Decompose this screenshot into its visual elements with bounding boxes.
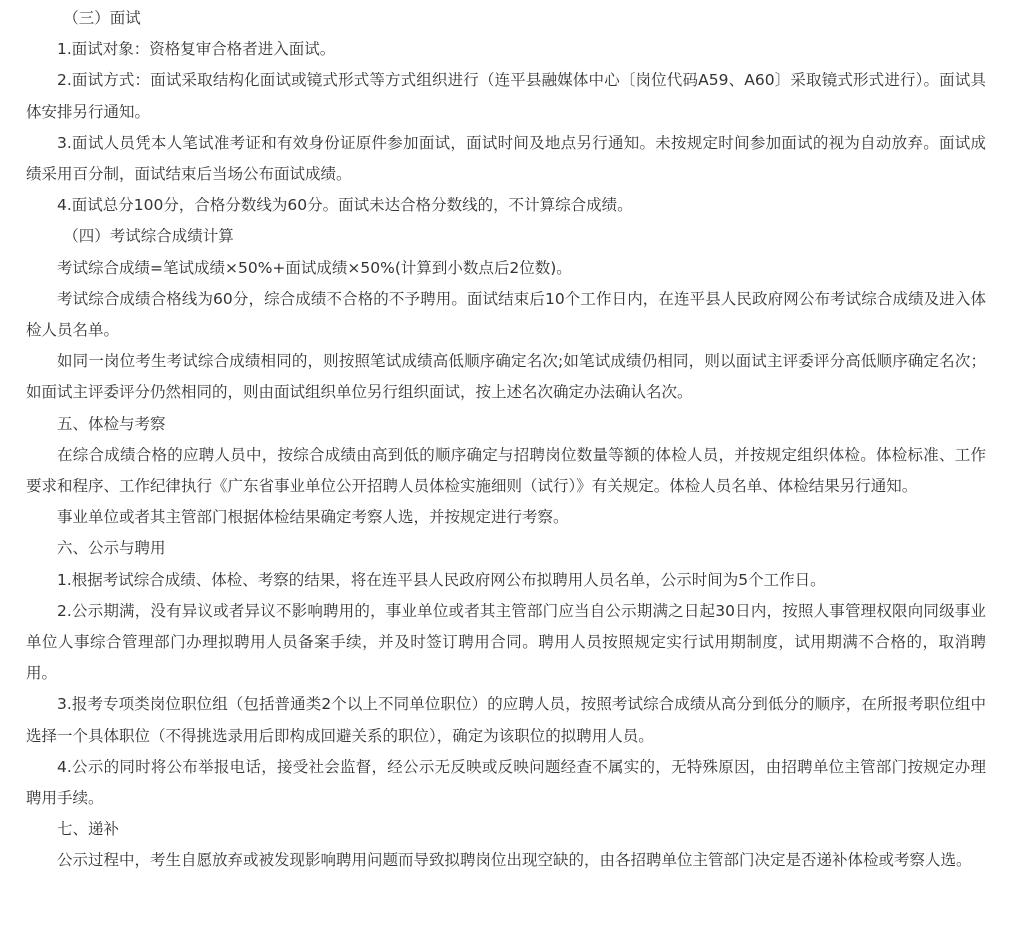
publicity-paragraph-4: 4.公示的同时将公布举报电话，接受社会监督，经公示无反映或反映问题经查不属实的，无特殊原因，由招聘单位主管部门按规定办理聘用手续。 xyxy=(26,757,986,808)
section-heading-replacement: 七、递补 xyxy=(57,820,120,839)
score-formula-paragraph: 考试综合成绩=笔试成绩×50%+面试成绩×50%(计算到小数点后2位数)。 xyxy=(57,258,572,277)
publicity-paragraph-3: 3.报考专项类岗位职位组（包括普通类2个以上不同单位职位）的应聘人员，按照考试综合成绩从高分到低分的顺序，在所报考职位组中选择一个具体职位（不得挑选录用后即构成回避关系的职位），确定为该职位的拟聘用人员。 xyxy=(26,695,986,745)
section-heading-score-calculation: （四）考试综合成绩计算 xyxy=(63,227,234,246)
section-heading-physical-exam: 五、体检与考察 xyxy=(57,414,166,433)
interview-target-paragraph: 1.面试对象：资格复审合格者进入面试。 xyxy=(57,40,336,59)
publicity-paragraph-1: 1.根据考试综合成绩、体检、考察的结果，将在连平县人民政府网公布拟聘用人员名单，公示时间为5个工作日。 xyxy=(57,570,826,589)
publicity-paragraph-2: 2.公示期满，没有异议或者异议不影响聘用的，事业单位或者其主管部门应当自公示期满之日起30日内，按照人事管理权限向同级事业单位人事综合管理部门办理拟聘用人员备案手续，并及时签订聘用合同。聘用人员按照规定实行试用期制度，试用期满不合格的，取消聘用。 xyxy=(26,601,986,683)
interview-method-paragraph: 2.面试方式：面试采取结构化面试或镜式形式等方式组织进行（连平县融媒体中心〔岗位代码A59、A60〕采取镜式形式进行）。面试具体安排另行通知。 xyxy=(26,71,986,121)
tie-break-paragraph: 如同一岗位考生考试综合成绩相同的，则按照笔试成绩高低顺序确定名次;如笔试成绩仍相同，则以面试主评委评分高低顺序确定名次；如面试主评委评分仍然相同的，则由面试组织单位另行组织面试，按上述名次确定办法确认名次。 xyxy=(26,352,986,402)
interview-personnel-paragraph: 3.面试人员凭本人笔试准考证和有效身份证原件参加面试，面试时间及地点另行通知。未按规定时间参加面试的视为自动放弃。面试成绩采用百分制，面试结束后当场公布面试成绩。 xyxy=(26,133,986,184)
physical-exam-paragraph: 在综合成绩合格的应聘人员中，按综合成绩由高到低的顺序确定与招聘岗位数量等额的体检人员，并按规定组织体检。体检标准、工作要求和程序、工作纪律执行《广东省事业单位公开招聘人员体检实施细则（试行）》有关规定。体检人员名单、体检结果另行通知。 xyxy=(26,445,986,496)
section-heading-publicity: 六、公示与聘用 xyxy=(57,539,166,558)
section-heading-interview: （三）面试 xyxy=(63,9,141,27)
score-passline-paragraph: 考试综合成绩合格线为60分，综合成绩不合格的不予聘用。面试结束后10个工作日内，在连平县人民政府网公布考试综合成绩及进入体检人员名单。 xyxy=(26,289,986,340)
interview-score-paragraph: 4.面试总分100分，合格分数线为60分。面试未达合格分数线的，不计算综合成绩。 xyxy=(57,196,633,215)
inspection-paragraph: 事业单位或者其主管部门根据体检结果确定考察人选，并按规定进行考察。 xyxy=(57,508,569,527)
replacement-paragraph: 公示过程中，考生自愿放弃或被发现影响聘用问题而导致拟聘岗位出现空缺的，由各招聘单位主管部门决定是否递补体检或考察人选。 xyxy=(57,851,972,870)
